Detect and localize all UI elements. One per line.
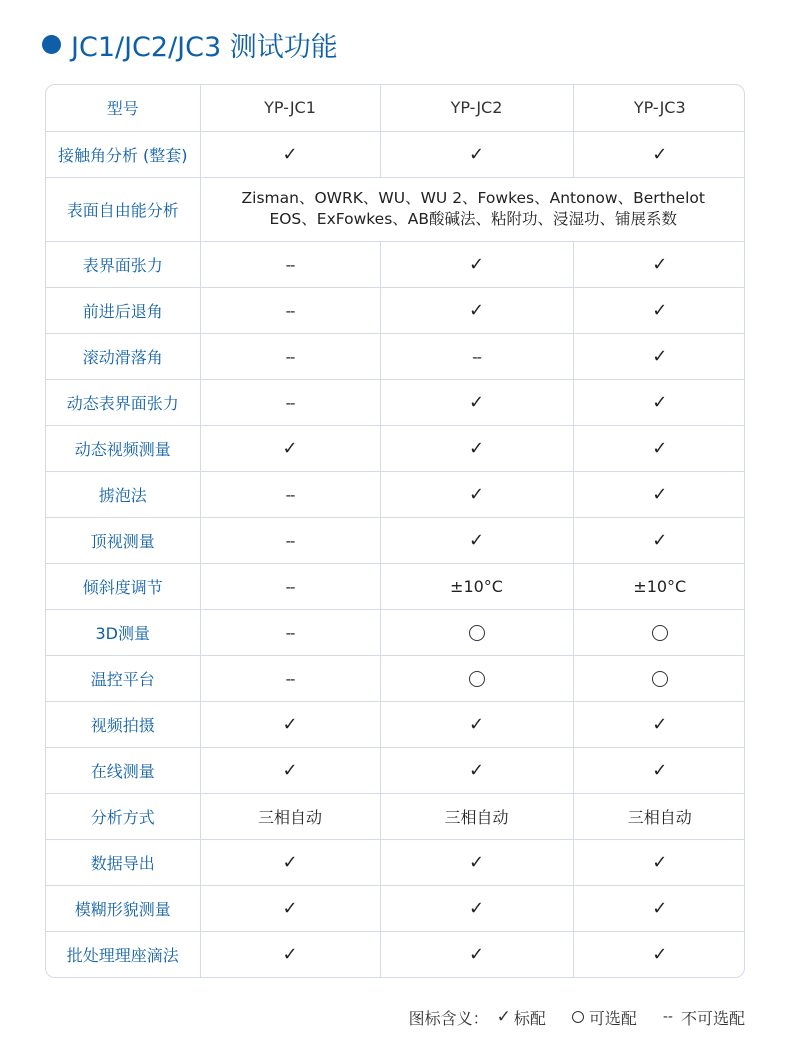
table-row — [46, 655, 745, 701]
check-icon: ✓ — [652, 529, 668, 551]
row-label: 接触角分析 (整套) — [46, 131, 200, 177]
table-row — [46, 241, 745, 287]
dash-icon: -- — [285, 485, 295, 504]
table-row — [46, 793, 745, 839]
methods-line: EOS、ExFowkes、AB酸碱法、粘附功、浸湿功、铺展系数 — [269, 210, 678, 228]
table-cell — [200, 655, 380, 701]
cell-value: ±10°C — [633, 576, 687, 596]
check-icon: ✓ — [468, 897, 485, 919]
legend-prefix: 图标含义： — [408, 1008, 489, 1028]
circle-icon — [469, 625, 485, 641]
check-icon: ✓ — [652, 897, 668, 919]
table-cell — [573, 517, 745, 563]
table-cell — [573, 287, 745, 333]
dash-icon: -- — [285, 577, 295, 596]
check-icon: ✓ — [652, 253, 668, 275]
table-cell — [573, 333, 745, 379]
table-row — [46, 517, 745, 563]
section-header — [42, 26, 338, 62]
table-cell — [380, 287, 573, 333]
legend — [409, 1004, 745, 1030]
dash-icon: -- — [285, 531, 295, 550]
check-icon: ✓ — [652, 391, 668, 413]
table-cell — [380, 885, 573, 931]
header-model: 型号 — [46, 85, 200, 131]
legend-standard-label: 标配 — [513, 1008, 546, 1028]
table-cell — [380, 471, 573, 517]
table-row — [46, 379, 745, 425]
table-cell — [380, 931, 573, 977]
table-cell — [200, 747, 380, 793]
check-icon: ✓ — [282, 143, 298, 165]
table-cell — [380, 333, 573, 379]
check-icon: ✓ — [468, 483, 485, 505]
check-icon: ✓ — [468, 253, 485, 275]
table-row — [46, 333, 745, 379]
table-row — [46, 931, 745, 977]
table-cell — [200, 333, 380, 379]
feature-table-container — [45, 84, 745, 978]
table-header-row — [46, 85, 745, 131]
table-row — [46, 747, 745, 793]
row-label: 动态视频测量 — [46, 425, 200, 471]
table-cell — [573, 793, 745, 839]
table-cell — [573, 931, 745, 977]
table-cell — [573, 379, 745, 425]
check-icon: ✓ — [468, 529, 485, 551]
check-icon: ✓ — [282, 437, 298, 459]
table-cell — [380, 425, 573, 471]
row-label: 视频拍摄 — [46, 701, 200, 747]
table-cell — [573, 563, 745, 609]
table-cell — [380, 563, 573, 609]
check-icon: ✓ — [282, 897, 298, 919]
row-label: 表界面张力 — [46, 241, 200, 287]
table-row — [46, 425, 745, 471]
table-row — [46, 563, 745, 609]
table-cell — [200, 471, 380, 517]
cell-value: ±10°C — [450, 576, 503, 596]
legend-unavailable — [663, 1006, 745, 1029]
table-cell — [380, 131, 573, 177]
table-cell — [200, 609, 380, 655]
row-label: 温控平台 — [46, 655, 200, 701]
check-icon: ✓ — [468, 391, 485, 413]
table-cell — [200, 701, 380, 747]
table-cell — [573, 425, 745, 471]
table-row — [46, 177, 745, 241]
row-label: 掳泡法 — [46, 471, 200, 517]
table-cell — [200, 379, 380, 425]
dash-icon: -- — [285, 393, 295, 412]
dash-icon: -- — [285, 623, 295, 642]
table-cell — [573, 701, 745, 747]
row-label: 模糊形貌测量 — [46, 885, 200, 931]
dash-icon: -- — [472, 347, 481, 366]
row-label: 批处理理座滴法 — [46, 931, 200, 977]
bullet-dot-icon — [42, 35, 61, 54]
table-cell — [200, 839, 380, 885]
table-cell — [380, 701, 573, 747]
table-row — [46, 471, 745, 517]
table-cell — [573, 747, 745, 793]
cell-value: 三相自动 — [257, 807, 322, 827]
table-cell — [380, 793, 573, 839]
surface-energy-methods — [200, 177, 745, 241]
circle-icon — [652, 671, 668, 687]
row-label: 倾斜度调节 — [46, 563, 200, 609]
check-icon: ✓ — [652, 345, 668, 367]
table-cell — [200, 793, 380, 839]
check-icon: ✓ — [468, 299, 485, 321]
cell-value: 三相自动 — [444, 807, 509, 827]
table-cell — [380, 839, 573, 885]
table-row — [46, 131, 745, 177]
table-cell — [380, 747, 573, 793]
check-icon: ✓ — [652, 943, 668, 965]
row-label: 分析方式 — [46, 793, 200, 839]
table-row — [46, 701, 745, 747]
check-icon: ✓ — [652, 437, 668, 459]
table-cell — [200, 517, 380, 563]
table-cell — [380, 655, 573, 701]
check-icon: ✓ — [652, 143, 668, 165]
table-cell — [380, 517, 573, 563]
check-icon: ✓ — [282, 851, 298, 873]
circle-icon — [469, 671, 485, 687]
dash-icon: -- — [285, 669, 295, 688]
row-label: 滚动滑落角 — [46, 333, 200, 379]
check-icon: ✓ — [468, 943, 485, 965]
check-icon: ✓ — [468, 437, 485, 459]
table-cell — [380, 609, 573, 655]
check-icon: ✓ — [652, 713, 668, 735]
dash-icon: -- — [285, 255, 295, 274]
check-icon: ✓ — [282, 943, 298, 965]
table-row — [46, 287, 745, 333]
dash-icon: -- — [285, 301, 295, 320]
table-row — [46, 885, 745, 931]
table-row — [46, 839, 745, 885]
header-yp-jc1: YP-JC1 — [200, 85, 380, 131]
check-icon: ✓ — [652, 483, 668, 505]
table-cell — [200, 931, 380, 977]
table-cell — [200, 287, 380, 333]
table-cell — [573, 471, 745, 517]
check-icon: ✓ — [468, 713, 485, 735]
table-cell — [573, 131, 745, 177]
table-row — [46, 609, 745, 655]
table-cell — [573, 655, 745, 701]
check-icon: ✓ — [652, 299, 668, 321]
circle-icon — [652, 625, 668, 641]
methods-line: Zisman、OWRK、WU、WU 2、Fowkes、Antonow、Berthelot — [241, 189, 705, 207]
check-icon: ✓ — [468, 851, 485, 873]
legend-optional — [572, 1006, 637, 1029]
table-cell — [200, 885, 380, 931]
header-yp-jc3: YP-JC3 — [573, 85, 745, 131]
table-cell — [573, 885, 745, 931]
table-cell — [200, 131, 380, 177]
table-cell — [200, 241, 380, 287]
dash-icon: -- — [285, 347, 295, 366]
check-icon: ✓ — [652, 851, 668, 873]
row-label: 3D测量 — [46, 609, 200, 655]
cell-value: 三相自动 — [627, 807, 692, 827]
table-cell — [380, 241, 573, 287]
table-cell — [573, 839, 745, 885]
check-icon: ✓ — [468, 759, 485, 781]
check-icon: ✓ — [652, 759, 668, 781]
table-cell — [573, 241, 745, 287]
legend-optional-label: 可选配 — [588, 1008, 637, 1028]
check-icon: ✓ — [282, 759, 298, 781]
circle-icon — [572, 1011, 584, 1023]
check-icon: ✓ — [282, 713, 298, 735]
row-label: 顶视测量 — [46, 517, 200, 563]
row-label: 前进后退角 — [46, 287, 200, 333]
table-cell — [573, 609, 745, 655]
table-cell — [200, 425, 380, 471]
legend-standard — [489, 1006, 546, 1029]
feature-table — [46, 85, 745, 977]
row-label: 表面自由能分析 — [46, 177, 200, 241]
row-label: 动态表界面张力 — [46, 379, 200, 425]
dash-icon: -- — [662, 1009, 673, 1025]
row-label: 在线测量 — [46, 747, 200, 793]
table-cell — [200, 563, 380, 609]
page-title: JC1/JC2/JC3 测试功能 — [71, 31, 338, 63]
legend-unavailable-label: 不可选配 — [680, 1008, 745, 1028]
row-label: 数据导出 — [46, 839, 200, 885]
table-cell — [380, 379, 573, 425]
check-icon: ✓ — [468, 143, 485, 165]
header-yp-jc2: YP-JC2 — [380, 85, 573, 131]
check-icon: ✓ — [496, 1007, 511, 1027]
